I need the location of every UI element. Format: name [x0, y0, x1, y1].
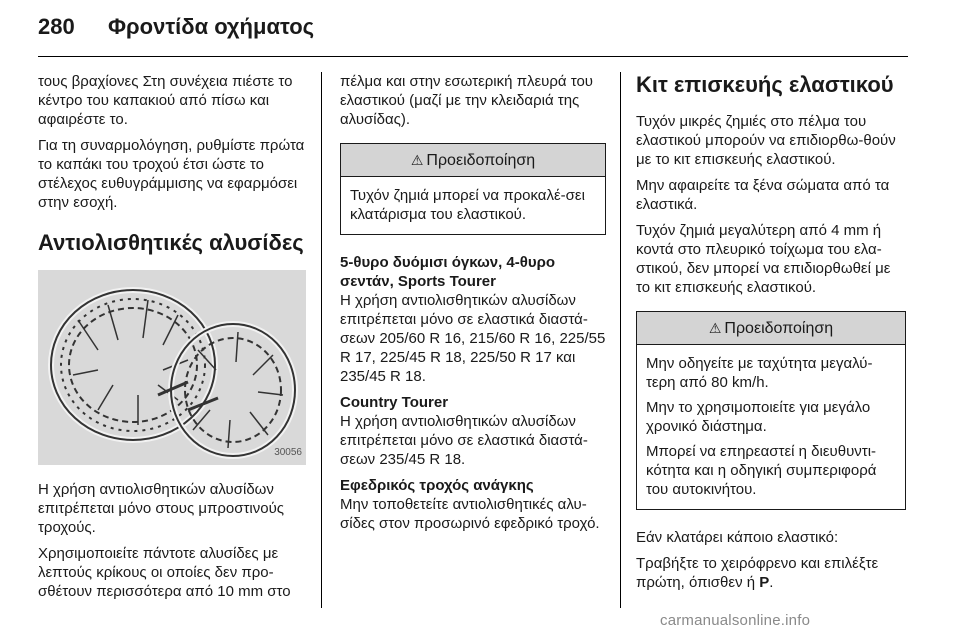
- paragraph: τους βραχίονες Στη συνέχεια πιέστε το κέντρο του καπακιού από πίσω και αφαιρέστε το.: [38, 73, 293, 128]
- warning-icon: ⚠: [708, 320, 722, 336]
- warning-title: Προειδοποίηση: [724, 320, 834, 337]
- gear-p-label: P: [759, 574, 770, 591]
- page-number: 280: [38, 14, 75, 39]
- paragraph-text: Τραβήξτε το χειρόφρενο και επιλέξτε πρώτη, όπισθεν ή: [636, 555, 879, 591]
- snow-chains-illustration: [38, 270, 306, 465]
- paragraph: Μην αφαιρείτε τα ξένα σώματα από τα ελαστικά.: [636, 177, 890, 213]
- warning-body: [341, 177, 605, 234]
- subheading: Country Tourer: [340, 394, 449, 411]
- watermark: carmanualsonline.info: [660, 612, 811, 629]
- paragraph: Η χρήση αντιολισθητικών αλυσίδων επιτρέπεται μόνο σε ελαστικά διαστά-σεων 235/45 R 18.: [340, 413, 588, 468]
- subheading: Εφεδρικός τροχός ανάγκης: [340, 477, 534, 494]
- paragraph: Τυχόν ζημιά μεγαλύτερη από 4 mm ή κοντά στο πλευρικό τοίχωμα του ελα-στικού, δεν μπορεί να επιδιορθωθεί με το κιτ επισκευής ελαστικού.: [636, 222, 891, 296]
- header-rule: [38, 56, 908, 57]
- warning-text: Μην το χρησιμοποιείτε για μεγάλο χρονικό διάστημα.: [646, 399, 871, 435]
- paragraph: Μην τοποθετείτε αντιολισθητικές αλυ-σίδες στον προσωρινό εφεδρικό τροχό.: [340, 496, 600, 532]
- section-title-tyre-repair-kit: Κιτ επισκευής ελαστικού: [636, 72, 894, 97]
- snow-chains-drawing: [38, 270, 306, 465]
- page-header: [38, 14, 314, 44]
- warning-text: Τυχόν ζημιά μπορεί να προκαλέ-σει κλατάρισμα του ελαστικού.: [350, 187, 585, 223]
- warning-header: [341, 144, 605, 177]
- column-2: [340, 72, 606, 540]
- paragraph: Η χρήση αντιολισθητικών αλυσίδων επιτρέπεται μόνο στους μπροστινούς τροχούς.: [38, 481, 284, 536]
- column-1: [38, 72, 306, 608]
- paragraph-end: .: [769, 574, 774, 591]
- column-divider: [620, 72, 621, 608]
- paragraph: Η χρήση αντιολισθητικών αλυσίδων επιτρέπεται μόνο σε ελαστικά διαστά-σεων 205/60 R 16, 215/60 R 16, 225/55 R 17, 225/45 R 18, 225/50 R 17 και 235/45 R 18.: [340, 292, 606, 385]
- section-title-snow-chains: Αντιολισθητικές αλυσίδες: [38, 230, 304, 255]
- subheading: 5-θυρο δυόμισι όγκων, 4-θυρο σεντάν, Sports Tourer: [340, 254, 556, 290]
- warning-icon: ⚠: [410, 152, 424, 168]
- paragraph: Χρησιμοποιείτε πάντοτε αλυσίδες με λεπτούς κρίκους οι οποίες δεν προ-σθέτουν περισσότερα από 10 mm στο: [38, 545, 291, 600]
- page-title: Φροντίδα οχήματος: [108, 14, 315, 39]
- warning-text: Μην οδηγείτε με ταχύτητα μεγαλύ-τερη από 80 km/h.: [646, 355, 873, 391]
- column-3: [636, 72, 906, 599]
- paragraph: Τυχόν μικρές ζημιές στο πέλμα του ελαστικού μπορούν να επιδιορθω-θούν με το κιτ επισκευής ελαστικού.: [636, 113, 896, 168]
- warning-header: [637, 312, 905, 345]
- warning-box: [636, 311, 906, 510]
- paragraph: Για τη συναρμολόγηση, ρυθμίστε πρώτα το καπάκι του τροχού έτσι ώστε το στέλεχος ευθυγράμμισης να εφαρμόσει στην εσοχή.: [38, 137, 305, 211]
- warning-box: [340, 143, 606, 235]
- warning-text: Μπορεί να επηρεαστεί η διευθυντι-κότητα και η οδηγική συμπεριφορά του αυτοκινήτου.: [646, 443, 877, 498]
- paragraph: [636, 554, 906, 592]
- paragraph: πέλμα και στην εσωτερική πλευρά του ελαστικού (μαζί με την κλειδαριά της αλυσίδας).: [340, 73, 594, 128]
- warning-title: Προειδοποίηση: [426, 152, 536, 169]
- paragraph: Εάν κλατάρει κάποιο ελαστικό:: [636, 529, 839, 546]
- column-divider: [321, 72, 322, 608]
- warning-body: [637, 345, 905, 509]
- figure-label: 30056: [274, 447, 302, 458]
